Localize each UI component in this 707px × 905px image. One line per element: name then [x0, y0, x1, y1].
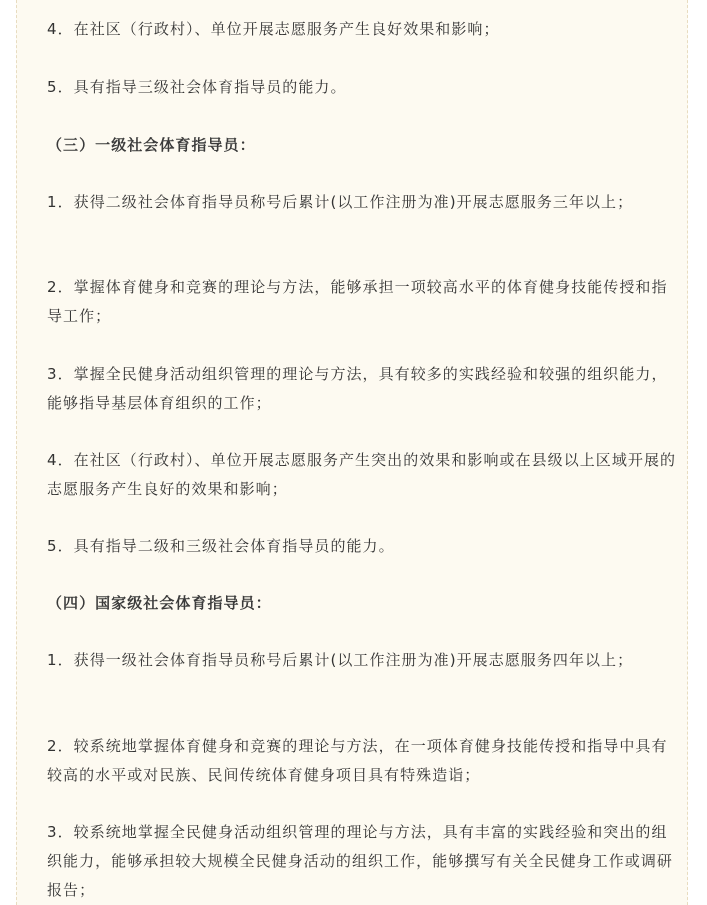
list-item: 4．在社区（行政村）、单位开展志愿服务产生良好效果和影响； [47, 20, 500, 38]
section-heading: （四）国家级社会体育指导员： [47, 594, 272, 612]
section-heading: （三）一级社会体育指导员： [47, 136, 256, 154]
list-item: 2．较系统地掌握体育健身和竞赛的理论与方法，在一项体育健身技能传授和指导中具有较高的水平或对民族、民间传统体育健身项目具有特殊造诣； [47, 737, 668, 784]
list-item: 1．获得一级社会体育指导员称号后累计(以工作注册为准)开展志愿服务四年以上； [47, 651, 634, 669]
list-item: 4．在社区（行政村）、单位开展志愿服务产生突出的效果和影响或在县级以上区域开展的志愿服务产生良好的效果和影响； [47, 451, 677, 498]
list-item: 3．较系统地掌握全民健身活动组织管理的理论与方法，具有丰富的实践经验和突出的组织能力，能够承担较大规模全民健身活动的组织工作，能够撰写有关全民健身工作或调研报告； [47, 823, 673, 899]
list-item: 3．掌握全民健身活动组织管理的理论与方法，具有较多的实践经验和较强的组织能力，能够指导基层体育组织的工作； [47, 365, 668, 412]
list-item: 5．具有指导三级社会体育指导员的能力。 [47, 78, 347, 96]
list-item: 2．掌握体育健身和竞赛的理论与方法，能够承担一项较高水平的体育健身技能传授和指导工作； [47, 278, 668, 325]
list-item: 5．具有指导二级和三级社会体育指导员的能力。 [47, 537, 395, 555]
article-frame [16, 0, 688, 905]
list-item: 1．获得二级社会体育指导员称号后累计(以工作注册为准)开展志愿服务三年以上； [47, 193, 634, 211]
